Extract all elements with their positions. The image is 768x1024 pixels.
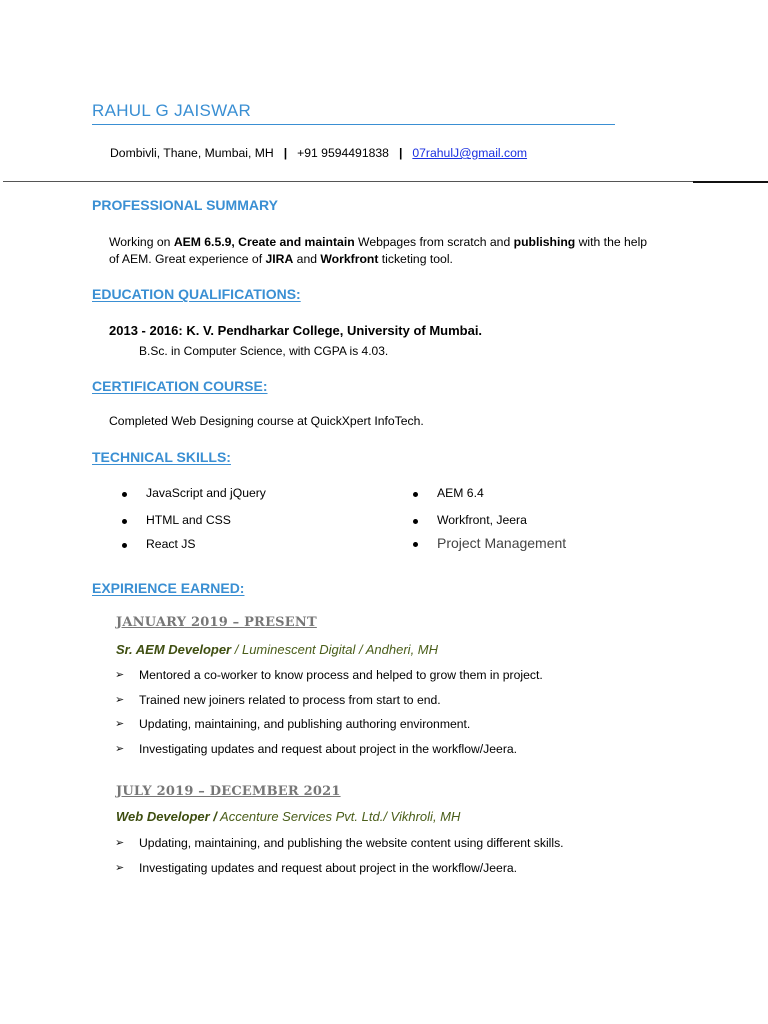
job-bullet	[115, 861, 518, 875]
job-company: Accenture Services Pvt. Ltd./ Vikhroli, MH	[216, 809, 461, 824]
skill-label: AEM 6.4	[437, 486, 484, 500]
summary-line-1	[109, 234, 689, 251]
job-bullet-text: Investigating updates and request about project in the workflow/Jeera.	[139, 861, 518, 875]
summary-text-run: JIRA	[265, 251, 294, 266]
job-bullet	[115, 693, 441, 707]
job-bullet	[115, 836, 564, 850]
summary-text-run: Webpages from scratch and	[354, 235, 514, 249]
skill-item	[146, 537, 195, 551]
candidate-name: RAHUL G JAISWAR	[92, 101, 252, 120]
arrow-bullet-icon: ➢	[115, 837, 125, 849]
skills-heading: TECHNICAL SKILLS:	[92, 449, 231, 465]
job-bullet	[115, 717, 471, 731]
skill-label: React JS	[146, 537, 196, 551]
contact-line	[110, 146, 527, 160]
job-bullet	[115, 668, 543, 682]
skill-item	[146, 486, 266, 500]
summary-text-run: publishing	[513, 235, 576, 249]
arrow-bullet-icon: ➢	[115, 718, 125, 730]
bullet-dot-icon	[122, 543, 127, 548]
contact-phone: +91 9594491838	[297, 146, 389, 160]
contact-email-link[interactable]: 07rahulJ@gmail.com	[412, 146, 528, 160]
job-company: / Luminescent Digital / Andheri, MH	[231, 642, 439, 657]
skill-label: Project Management	[437, 535, 567, 551]
skill-item	[437, 513, 527, 527]
education-detail: B.Sc. in Computer Science, with CGPA is 4.03.	[139, 344, 389, 358]
certification-heading: CERTIFICATION COURSE:	[92, 378, 268, 394]
name-underline	[92, 124, 615, 125]
experience-heading: EXPIRIENCE EARNED:	[92, 580, 245, 596]
skill-label: HTML and CSS	[146, 513, 231, 527]
contact-separator: |	[283, 146, 288, 160]
job-bullet-text: Investigating updates and request about project in the workflow/Jeera.	[139, 742, 518, 756]
job-bullet-text: Mentored a co-worker to know process and helped to grow them in project.	[139, 668, 543, 682]
summary-line-2	[109, 251, 689, 268]
job-period: JULY 2019 – DECEMBER 2021	[116, 784, 341, 799]
header-divider-accent	[693, 181, 768, 183]
job-bullet-text: Updating, maintaining, and publishing authoring environment.	[139, 717, 471, 731]
education-heading: EDUCATION QUALIFICATIONS:	[92, 286, 301, 302]
header-divider	[3, 181, 765, 182]
skill-label: Workfront, Jeera	[437, 513, 527, 527]
contact-separator: |	[398, 146, 403, 160]
education-entry: 2013 - 2016: K. V. Pendharkar College, University of Mumbai.	[109, 323, 483, 338]
arrow-bullet-icon: ➢	[115, 743, 125, 755]
summary-text	[109, 234, 689, 267]
skill-item	[437, 486, 484, 500]
skill-item	[437, 535, 566, 551]
job-title: Web Developer /	[116, 809, 217, 824]
summary-heading: PROFESSIONAL SUMMARY	[92, 197, 278, 213]
arrow-bullet-icon: ➢	[115, 669, 125, 681]
summary-text-run: of AEM. Great experience of	[109, 251, 266, 266]
bullet-dot-icon	[122, 492, 127, 497]
summary-text-run: ticketing tool.	[378, 251, 453, 266]
bullet-dot-icon	[122, 519, 127, 524]
job-role	[116, 809, 460, 824]
skill-label: JavaScript and jQuery	[146, 486, 266, 500]
job-role	[116, 642, 438, 657]
summary-text-run: Working on	[109, 235, 174, 249]
bullet-dot-icon	[413, 492, 418, 497]
job-bullet-text: Trained new joiners related to process from start to end.	[139, 693, 441, 707]
summary-text-run: AEM 6.5.9, Create and maintain	[173, 235, 355, 249]
bullet-dot-icon	[413, 542, 418, 547]
job-period: JANUARY 2019 – PRESENT	[116, 615, 317, 630]
job-title: Sr. AEM Developer	[116, 642, 232, 657]
job-bullet-text: Updating, maintaining, and publishing the website content using different skills.	[139, 836, 564, 850]
bullet-dot-icon	[413, 519, 418, 524]
skill-item	[146, 513, 231, 527]
contact-location: Dombivli, Thane, Mumbai, MH	[110, 146, 274, 160]
summary-text-run: with the help	[575, 235, 648, 249]
arrow-bullet-icon: ➢	[115, 694, 125, 706]
summary-text-run: Workfront	[320, 251, 379, 266]
job-bullet	[115, 742, 518, 756]
summary-text-run: and	[293, 251, 321, 266]
arrow-bullet-icon: ➢	[115, 862, 125, 874]
certification-text: Completed Web Designing course at QuickXpert InfoTech.	[109, 414, 424, 428]
